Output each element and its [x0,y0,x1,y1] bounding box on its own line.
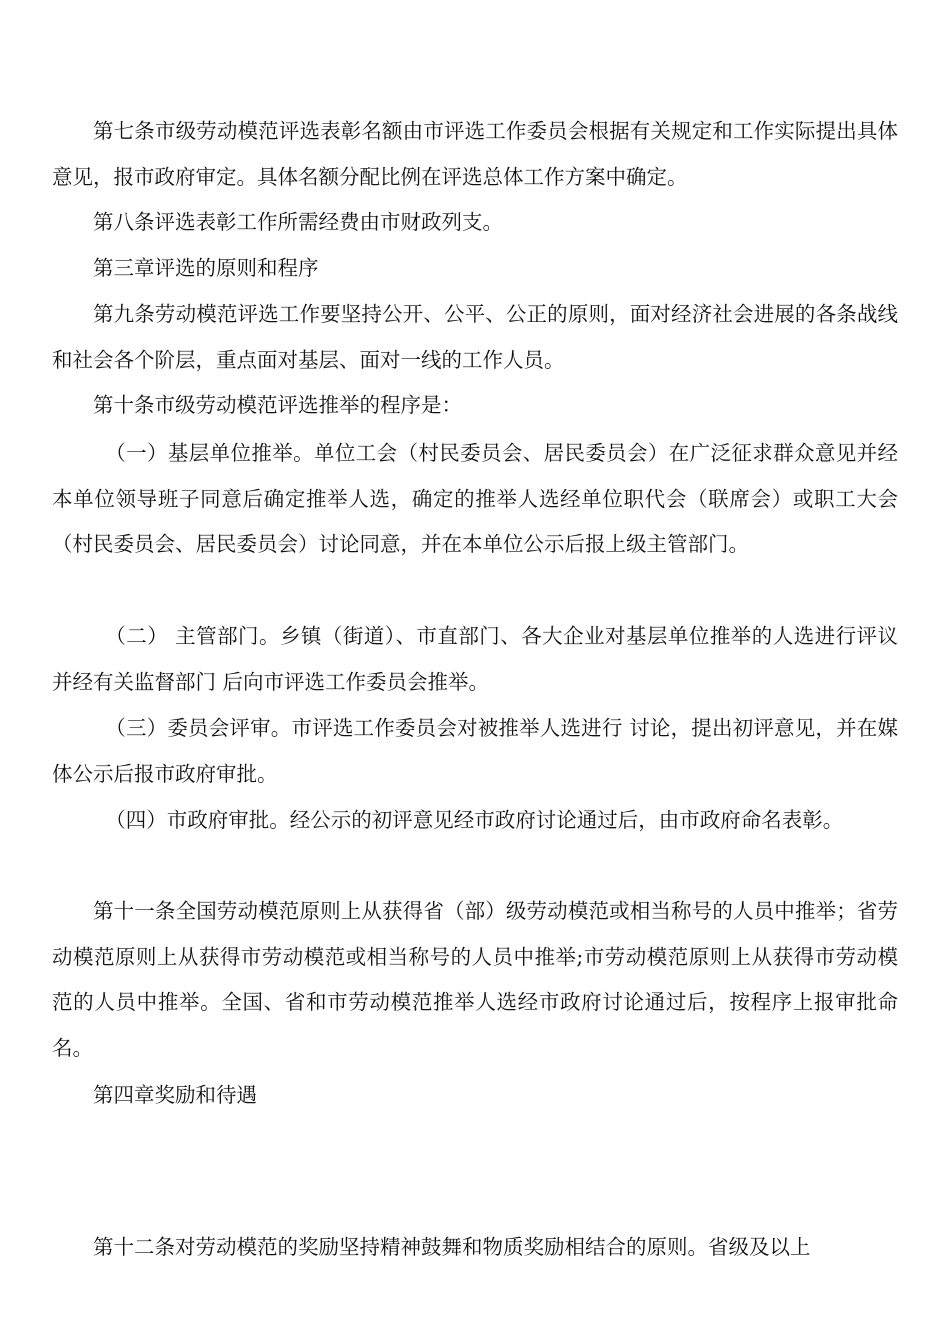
paragraph-item-3: （三）委员会评审。市评选工作委员会对被推举人选进行 讨论，提出初评意见，并在媒体公示后报市政府审批。 [52,716,898,786]
paragraph-article-8: 第八条评选表彰工作所需经费由市财政列支。 [93,210,503,234]
paragraph-article-11: 第十一条全国劳动模范原则上从获得省（部）级劳动模范或相当称号的人员中推举；省劳动模范原则上从获得市劳动模范或相当称号的人员中推举;市劳动模范原则上从获得市劳动模范的人员中推举。全国、省和市劳动模范推举人选经市政府讨论通过后，按程序上报审批命名。 [52,899,898,1060]
chapter-4-heading: 第四章奖励和待遇 [93,1083,257,1107]
paragraph-article-7: 第七条市级劳动模范评选表彰名额由市评选工作委员会根据有关规定和工作实际提出具体意见，报市政府审定。具体名额分配比例在评选总体工作方案中确定。 [52,119,898,189]
paragraph-article-10: 第十条市级劳动模范评选推举的程序是： [93,393,462,417]
paragraph-article-12: 第十二条对劳动模范的奖励坚持精神鼓舞和物质奖励相结合的原则。省级及以上 [93,1235,811,1259]
chapter-3-heading: 第三章评选的原则和程序 [93,256,319,280]
paragraph-article-9: 第九条劳动模范评选工作要坚持公开、公平、公正的原则，面对经济社会进展的各条战线和社会各个阶层，重点面对基层、面对一线的工作人员。 [52,302,898,372]
paragraph-item-1: （一）基层单位推举。单位工会（村民委员会、居民委员会）在广泛征求群众意见并经本单位领导班子同意后确定推举人选，确定的推举人选经单位职代会（联席会）或职工大会（村民委员会、居民委员会）讨论同意，并在本单位公示后报上级主管部门。 [52,441,898,556]
paragraph-item-2: （二） 主管部门。乡镇（街道）、市直部门、各大企业对基层单位推举的人选进行评议并经有关监督部门 后向市评选工作委员会推举。 [52,624,898,694]
paragraph-item-4: （四）市政府审批。经公示的初评意见经市政府讨论通过后，由市政府命名表彰。 [105,808,844,832]
